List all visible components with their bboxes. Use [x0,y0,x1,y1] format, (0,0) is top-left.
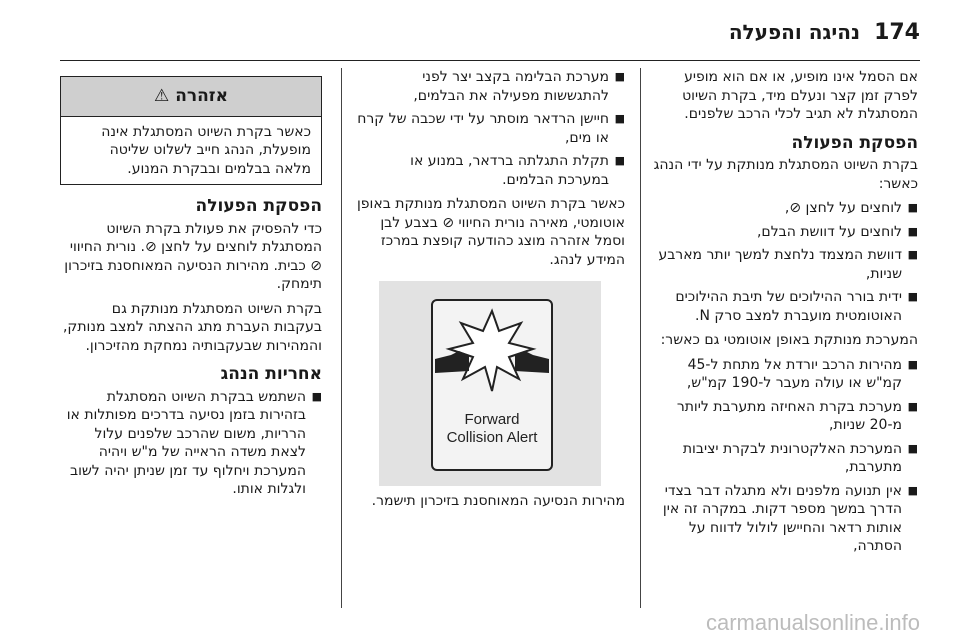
column-left [60,68,322,505]
list-item: ■ חיישן הרדאר מוסתר על ידי שכבה של קרח או מים, [355,110,625,147]
figure-caption: מהירות הנסיעה המאוחסנת בזיכרון תישמר. [371,493,625,509]
page-header [60,14,920,50]
auto-deactivation-list [650,356,918,556]
figure-label-line2: Collision Alert [446,429,538,446]
lead-paragraph-auto: המערכת מנותקת באופן אוטומטי גם כאשר: [660,332,918,348]
section-heading-stop: הפסקת הפעולה [195,196,322,216]
warning-box [60,76,322,185]
list-item: ■ השתמש בבקרת השיוט המסתגלת בזהירות בזמן נסיעה בדרכים מפותלות או הרריות, משום שהרכב שלפנים עלול לצאת משדה הראייה של מ"ש ויהיה המערכת ויחלוף עד זמן שניתן יהיה לשוב ולגלות אותו. [60,388,322,499]
stop-paragraph-2: בקרת השיוט המסתגלת מנותקת גם בעקבות העברת מתג ההצתה למצב מנותק, והמהירות שבעקבותיה נמחקת מהזיכרון. [62,300,322,354]
page-number: 174 [874,19,920,45]
watermark: carmanualsonline.info [705,610,920,635]
figure-label-line1: Forward [464,411,520,428]
car-left-icon [435,351,469,373]
list-item: ■ לוחצים על דוושת הבלם, [650,223,918,242]
section-title: נהיגה והפעלה [728,20,861,44]
driver-responsibility-list [60,388,322,499]
list-item: ■ דוושת המצמד נלחצת למשך יותר מארבע שניות, [650,246,918,283]
impact-burst-icon [449,311,533,391]
auto-deactivation-paragraph: כאשר בקרת השיוט המסתגלת מנותקת באופן אוטומטי, מאירה נורית החיווי ⊘ בצבע לבן וסמל אזהרה מוצג כהודעה קופצת במרכז המידע לנהג. [356,196,625,268]
column-right [650,68,918,562]
display-screen [431,299,553,471]
section-heading-driver-responsibility: אחריות הנהג [220,364,322,384]
list-item: ■ ידית בורר ההילוכים של תיבת ההילוכים האוטומטית מועברת למצב סרק N. [650,288,918,325]
list-item: ■ לוחצים על לחצן ⊘, [650,199,918,218]
warning-title-text: אזהרה [175,86,228,106]
list-item: ■ אין תנועה מלפנים ולא מתגלה דבר בצדי הדרך במשך מספר דקות. במקרה זה אין אותות רדאר והחיישן לולול לדווח על הסתרה, [650,482,918,556]
column-divider-left [341,68,342,608]
list-item: ■ תקלת התגלתה ברדאר, במנוע או במערכת הבלמים. [355,152,625,189]
stop-paragraph-1: כדי להפסיק את פעולת בקרת השיוט המסתגלת לוחצים על לחצן ⊘. נורית החיווי ⊘ כבית. מהירות הנסיעה המאוחסנת בזיכרון תימחק. [64,220,322,292]
warning-text: כאשר בקרת השיוט המסתגלת אינה מופעלת, הנהג חייב לשלוט שליטה מלאה בבלמים ובבקרת המנוע. [101,123,311,177]
car-right-icon [515,351,549,373]
list-item: ■ מערכת הבלימה בקצב יצר לפני להתגששות מפעילה את הבלמים, [355,68,625,105]
driver-deactivation-list [650,199,918,325]
list-item: ■ המערכת האלקטרונית לבקרת יציבות מתערבת, [650,440,918,477]
column-middle [355,68,625,517]
lead-paragraph: בקרת השיוט המסתגלת מנותקת על ידי הנהג כאשר: [653,157,918,192]
warning-title [61,77,321,117]
column-divider-right [640,68,641,608]
section-heading-deactivation: הפסקת הפעולה [791,132,918,153]
list-item: ■ מערכת בקרת האחיזה מתערבת ליותר מ-20 שניות, [650,398,918,435]
collision-illustration [433,301,551,411]
figure-label [433,411,551,447]
collision-alert-figure [379,281,601,486]
intro-paragraph: אם הסמל אינו מופיע, או אם הוא מופיע לפרק זמן קצר ונעלם מיד, בקרת השיוט המסתגלת לא תגיב לכלי הרכב שלפנים. [682,69,918,122]
header-rule [60,60,920,61]
list-item: ■ מהירות הרכב יורדת אל מתחת ל-45 קמ"ש או עולה מעבר ל-190 קמ"ש, [650,356,918,393]
warning-triangle-icon: ⚠ [154,86,170,106]
auto-deactivation-list-continued [355,68,625,189]
